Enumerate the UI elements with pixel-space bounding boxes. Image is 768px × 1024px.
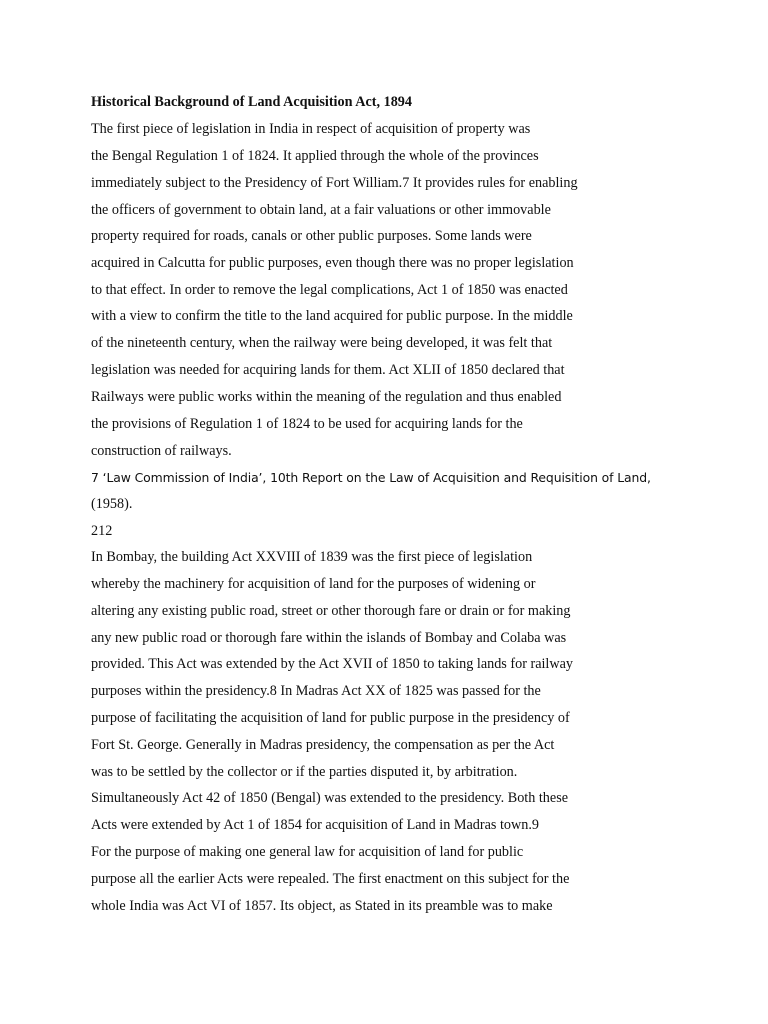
text-line: purpose all the earlier Acts were repealed. The first enactment on this subject for the <box>91 871 570 887</box>
section-heading: Historical Background of Land Acquisition Act, 1894 <box>91 94 412 110</box>
footnote: 7 ‘Law Commission of India’, 10th Report on the Law of Acquisition and Requisition of Land, <box>91 470 651 485</box>
text-line: immediately subject to the Presidency of Fort William.7 It provides rules for enabling <box>91 175 578 191</box>
text-line: the officers of government to obtain land, at a fair valuations or other immovable <box>91 202 551 218</box>
text-line: the Bengal Regulation 1 of 1824. It applied through the whole of the provinces <box>91 148 539 164</box>
text-line: For the purpose of making one general law for acquisition of land for public <box>91 844 524 860</box>
text-line: altering any existing public road, street or other thorough fare or drain or for making <box>91 603 571 619</box>
page-number: 212 <box>91 523 113 539</box>
text-line: purpose of facilitating the acquisition of land for public purpose in the presidency of <box>91 710 570 726</box>
text-line: The first piece of legislation in India in respect of acquisition of property was <box>91 121 531 137</box>
text-line: purposes within the presidency.8 In Madras Act XX of 1825 was passed for the <box>91 683 541 699</box>
text-line: Simultaneously Act 42 of 1850 (Bengal) was extended to the presidency. Both these <box>91 790 569 806</box>
footnote-year: (1958). <box>91 496 133 512</box>
text-line: the provisions of Regulation 1 of 1824 to be used for acquiring lands for the <box>91 416 523 432</box>
text-line: of the nineteenth century, when the railway were being developed, it was felt that <box>91 335 553 351</box>
text-line: legislation was needed for acquiring lands for them. Act XLII of 1850 declared that <box>91 362 565 378</box>
text-line: with a view to confirm the title to the land acquired for public purpose. In the middle <box>91 308 573 324</box>
text-line: Fort St. George. Generally in Madras presidency, the compensation as per the Act <box>91 737 555 753</box>
text-line: Railways were public works within the meaning of the regulation and thus enabled <box>91 389 562 405</box>
text-line: In Bombay, the building Act XXVIII of 1839 was the first piece of legislation <box>91 549 533 565</box>
text-line: property required for roads, canals or other public purposes. Some lands were <box>91 228 532 244</box>
text-line: was to be settled by the collector or if the parties disputed it, by arbitration. <box>91 764 518 780</box>
text-line: any new public road or thorough fare within the islands of Bombay and Colaba was <box>91 630 567 646</box>
text-line: Acts were extended by Act 1 of 1854 for acquisition of Land in Madras town.9 <box>91 817 539 833</box>
text-line: acquired in Calcutta for public purposes, even though there was no proper legislation <box>91 255 574 271</box>
text-line: whole India was Act VI of 1857. Its object, as Stated in its preamble was to make <box>91 898 553 914</box>
text-line: construction of railways. <box>91 443 232 459</box>
text-line: whereby the machinery for acquisition of land for the purposes of widening or <box>91 576 536 592</box>
text-line: to that effect. In order to remove the legal complications, Act 1 of 1850 was enacted <box>91 282 568 298</box>
text-line: provided. This Act was extended by the Act XVII of 1850 to taking lands for railway <box>91 656 574 672</box>
